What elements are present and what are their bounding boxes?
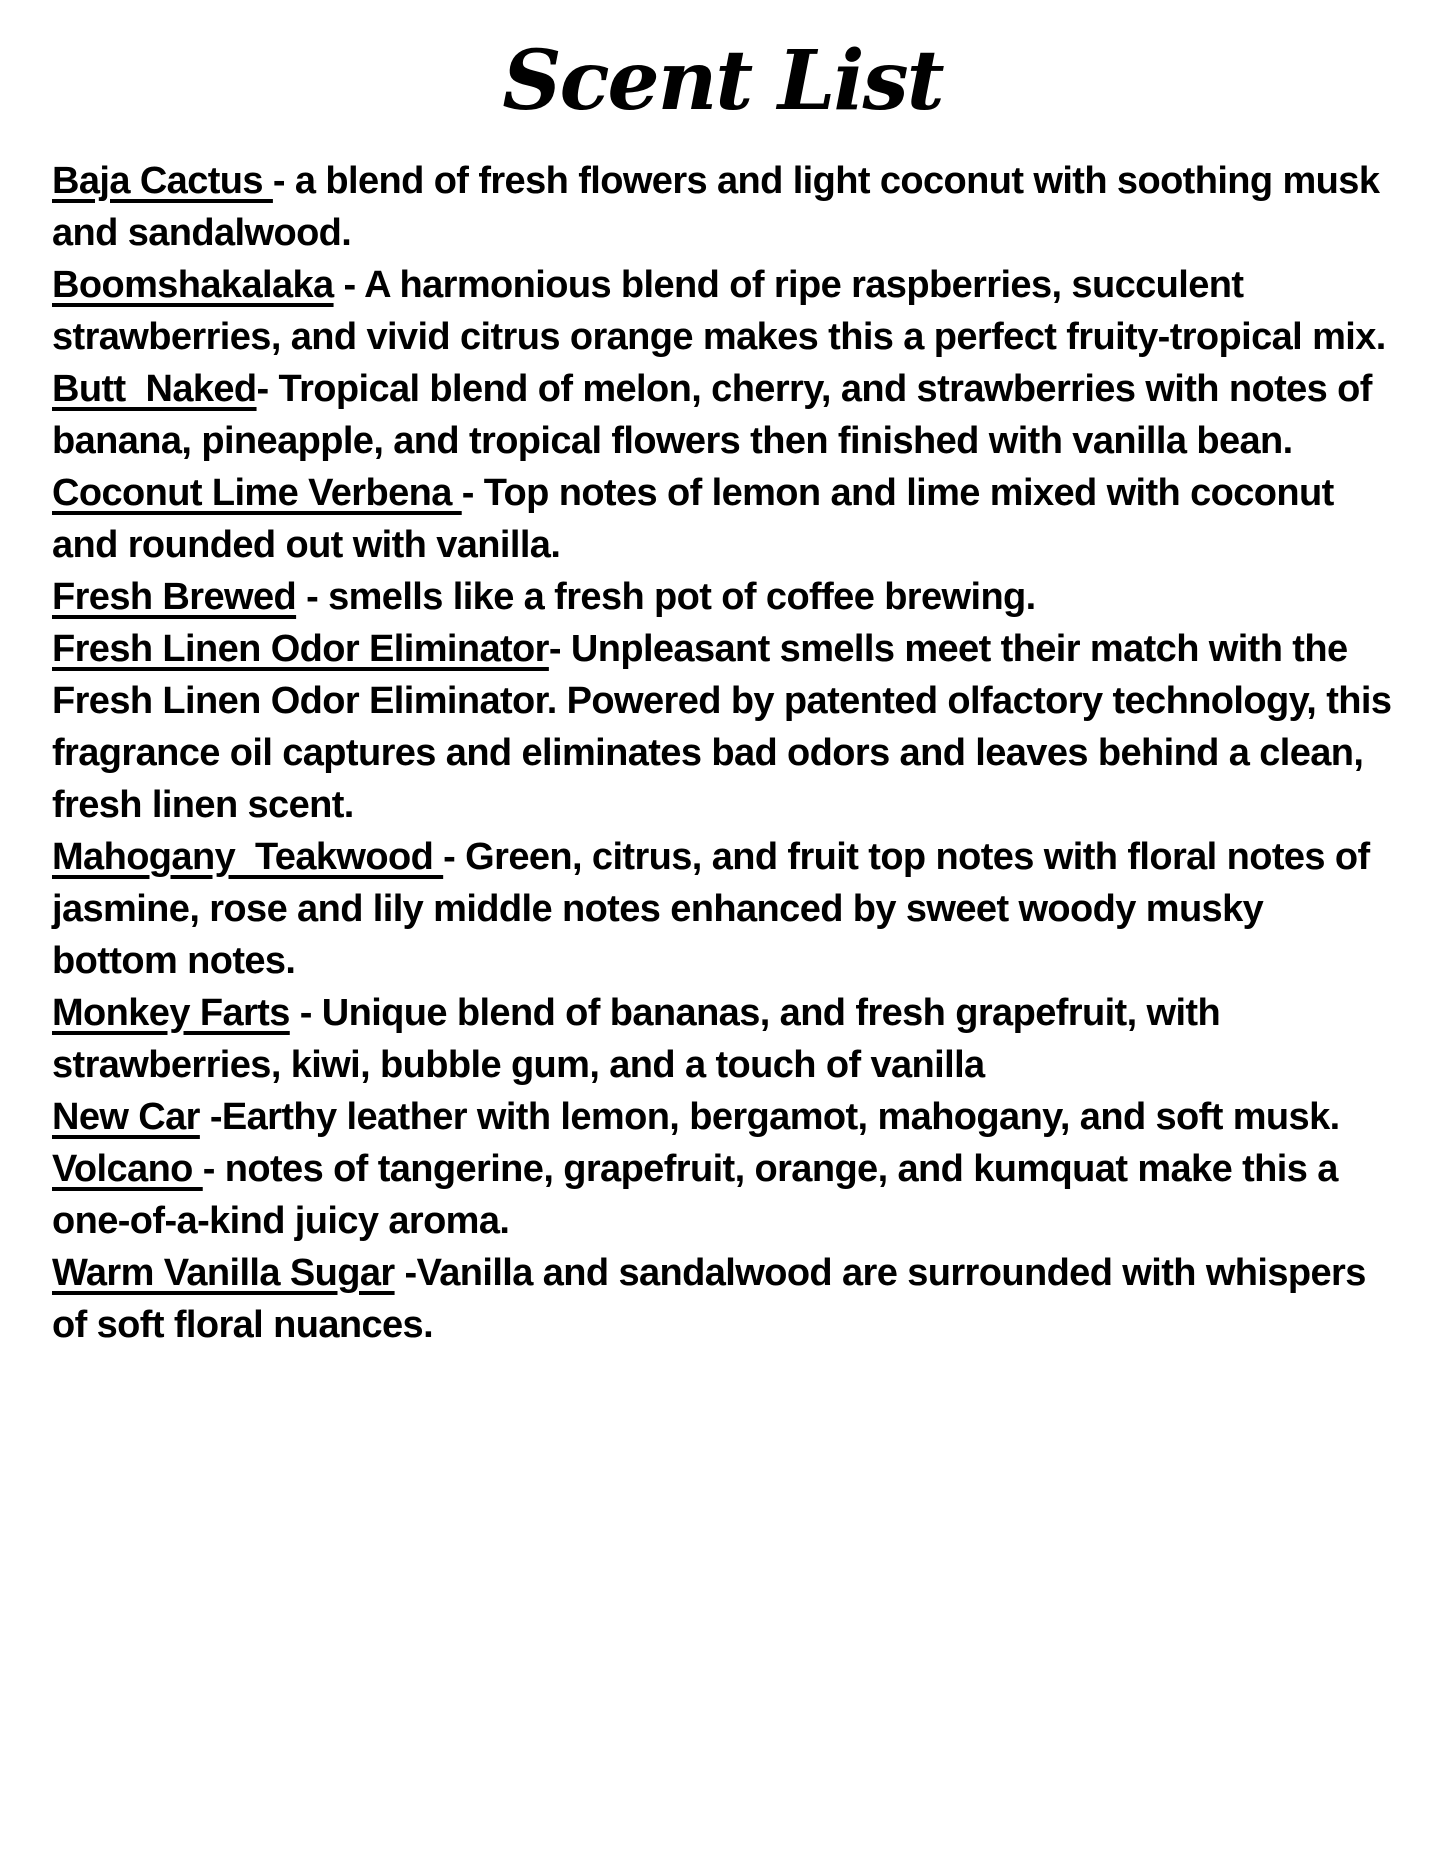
scent-entry <box>52 831 1393 987</box>
scent-name: Monkey Farts <box>52 991 290 1034</box>
scent-name: New Car <box>52 1095 200 1138</box>
scent-description: - Unpleasant smells meet their match with the Fresh Linen Odor Eliminator. Powered by patented olfactory technology, this fragrance oil captures and eliminates bad odors and leaves behind a clean, fresh linen scent. <box>52 627 1402 826</box>
scent-name: Volcano <box>52 1147 203 1190</box>
scent-entry <box>52 363 1393 467</box>
scent-description: - A harmonious blend of ripe raspberries, succulent strawberries, and vivid citrus orange makes this a perfect fruity-tropical mix. <box>52 263 1386 358</box>
scent-name: Fresh Linen Odor Eliminator <box>52 627 549 670</box>
scent-description: - Tropical blend of melon, cherry, and strawberries with notes of banana, pineapple, and tropical flowers then finished with vanilla bean. <box>52 367 1382 462</box>
scent-name: Boomshakalaka <box>52 263 334 306</box>
page-title: Scent List <box>502 33 943 129</box>
scent-description: - notes of tangerine, grapefruit, orange, and kumquat make this a one-of-a-kind juicy aroma. <box>52 1147 1348 1242</box>
scent-list <box>0 155 1445 1351</box>
scent-entry <box>52 1143 1393 1247</box>
scent-entry <box>52 1247 1393 1351</box>
scent-name: Mahogany Teakwood <box>52 835 444 878</box>
scent-name: Butt Naked <box>52 367 257 410</box>
scent-entry <box>52 571 1393 623</box>
scent-name: Baja Cactus <box>52 159 273 202</box>
scent-name: Fresh Brewed <box>52 575 297 618</box>
scent-entry <box>52 259 1393 363</box>
scent-entry <box>52 623 1402 831</box>
scent-entry <box>52 987 1393 1091</box>
scent-description: - Unique blend of bananas, and fresh grapefruit, with strawberries, kiwi, bubble gum, and a touch of vanilla <box>52 991 1231 1086</box>
scent-name: Warm Vanilla Sugar <box>52 1251 395 1294</box>
scent-description: - a blend of fresh flowers and light coconut with soothing musk and sandalwood. <box>52 159 1390 254</box>
scent-description: - Top notes of lemon and lime mixed with coconut and rounded out with vanilla. <box>52 471 1344 566</box>
scent-entry <box>52 1091 1393 1143</box>
scent-entry <box>52 467 1393 571</box>
scent-description: - smells like a fresh pot of coffee brewing. <box>296 575 1036 618</box>
scent-description: -Earthy leather with lemon, bergamot, mahogany, and soft musk. <box>199 1095 1340 1138</box>
scent-name: Coconut Lime Verbena <box>52 471 462 514</box>
scent-description: - Green, citrus, and fruit top notes with floral notes of jasmine, rose and lily middle notes enhanced by sweet woody musky bottom notes. <box>52 835 1380 982</box>
scent-entry <box>52 155 1393 259</box>
scent-description: -Vanilla and sandalwood are surrounded with whispers of soft floral nuances. <box>52 1251 1376 1346</box>
